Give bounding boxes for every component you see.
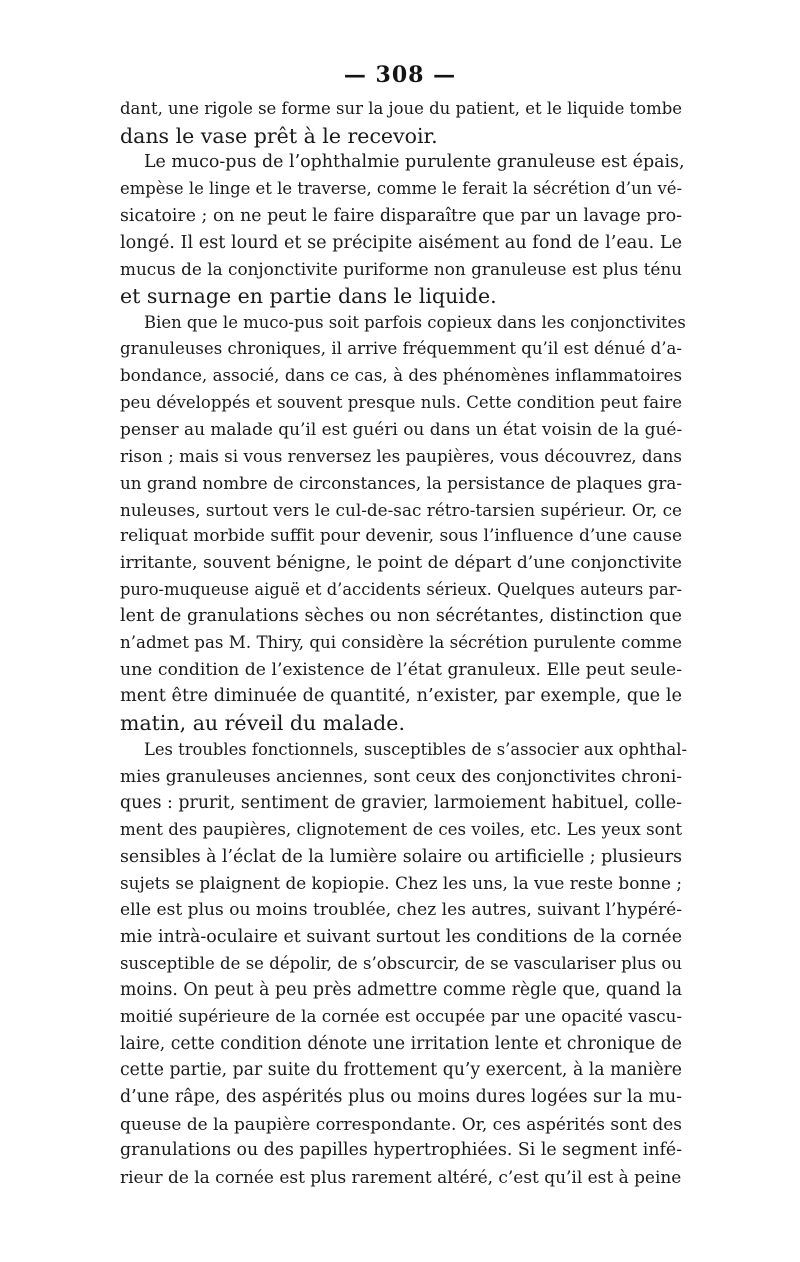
text-line: granuleuses chroniques, il arrive fréquemment qu’il est dénué d’a- — [120, 339, 682, 359]
text-line: mie intrà-oculaire et suivant surtout les conditions de la cornée — [120, 926, 682, 947]
text-line: un grand nombre de circonstances, la persistance de plaques gra- — [120, 472, 682, 493]
text-line: rieur de la cornée est plus rarement altéré, c’est qu’il est à peine — [120, 1167, 682, 1188]
text-line: Le muco-pus de l’ophthalmie purulente granuleuse est épais, — [144, 152, 685, 173]
text-line: moitié supérieure de la cornée est occupée par une opacité vascu- — [120, 1006, 682, 1026]
text-line: nuleuses, surtout vers le cul-de-sac rétro-tarsien supérieur. Or, ce — [120, 499, 682, 520]
paragraph — [120, 96, 682, 149]
text-line: Les troubles fonctionnels, susceptibles de s’associer aux ophthal- — [144, 739, 688, 759]
text-line: matin, au réveil du malade. — [120, 711, 405, 736]
text-line: rison ; mais si vous renversez les paupières, vous découvrez, dans — [120, 446, 682, 467]
text-line: Bien que le muco-pus soit parfois copieux dans les conjonctivites — [144, 312, 686, 332]
text-line: laire, cette condition dénote une irritation lente et chronique de — [120, 1033, 682, 1054]
text-line: irritante, souvent bénigne, le point de départ d’une conjonctivite — [120, 552, 682, 573]
text-line: cette partie, par suite du frottement qu’y exercent, à la manière — [120, 1060, 682, 1081]
text-line: peu développés et souvent presque nuls. Cette condition peut faire — [120, 392, 682, 412]
text-line: empèse le linge et le traverse, comme le ferait la sécrétion d’un vé- — [120, 179, 682, 199]
text-line: susceptible de se dépolir, de s’obscurcir, de se vasculariser plus ou — [120, 953, 682, 973]
text-line: dans le vase prêt à le recevoir. — [120, 123, 438, 148]
text-line: ment des paupières, clignotement de ces voiles, etc. Les yeux sont — [120, 819, 682, 839]
text-line: bondance, associé, dans ce cas, à des phénomènes inflammatoires — [120, 366, 682, 386]
text-line: queuse de la paupière correspondante. Or, ces aspérités sont des — [120, 1113, 682, 1134]
text-line: reliquat morbide suffit pour devenir, sous l’influence d’une cause — [120, 526, 682, 547]
text-line: granulations ou des papilles hypertrophiées. Si le segment infé- — [120, 1140, 683, 1161]
page-number: — 308 — — [343, 62, 457, 88]
text-line: mucus de la conjonctivite puriforme non granuleuse est plus ténu — [120, 259, 682, 280]
text-line: sicatoire ; on ne peut le faire disparaître que par un lavage pro- — [120, 205, 682, 226]
text-line: et surnage en partie dans le liquide. — [120, 283, 497, 308]
text-line: puro-muqueuse aiguë et d’accidents sérieux. Quelques auteurs par- — [120, 579, 682, 599]
paragraph — [120, 737, 688, 1191]
text-line: penser au malade qu’il est guéri ou dans un état voisin de la gué- — [120, 419, 683, 440]
text-line: lent de granulations sèches ou non sécrétantes, distinction que — [120, 606, 682, 627]
paragraph — [120, 149, 685, 309]
text-line: ques : prurit, sentiment de gravier, larmoiement habituel, colle- — [120, 793, 682, 814]
text-line: une condition de l’existence de l’état granuleux. Elle peut seule- — [120, 659, 682, 680]
paragraph — [120, 310, 686, 737]
text-line: moins. On peut à peu près admettre comme règle que, quand la — [120, 980, 682, 1001]
text-line: sensibles à l’éclat de la lumière solaire ou artificielle ; plusieurs — [120, 846, 683, 867]
text-line: mies granuleuses anciennes, sont ceux des conjonctivites chroni- — [120, 766, 682, 787]
body-text — [120, 96, 688, 1191]
text-line: ment être diminuée de quantité, n’exister, par exemple, que le — [120, 686, 682, 707]
text-line: n’admet pas M. Thiry, qui considère la sécrétion purulente comme — [120, 633, 682, 653]
text-line: d’une râpe, des aspérités plus ou moins dures logées sur la mu- — [120, 1087, 682, 1108]
text-line: sujets se plaignent de kopiopie. Chez les uns, la vue reste bonne ; — [120, 873, 682, 894]
text-line: elle est plus ou moins troublée, chez les autres, suivant l’hypéré- — [120, 900, 682, 921]
text-line: dant, une rigole se forme sur la joue du patient, et le liquide tombe — [120, 99, 682, 118]
text-line: longé. Il est lourd et se précipite aisément au fond de l’eau. Le — [120, 232, 682, 253]
